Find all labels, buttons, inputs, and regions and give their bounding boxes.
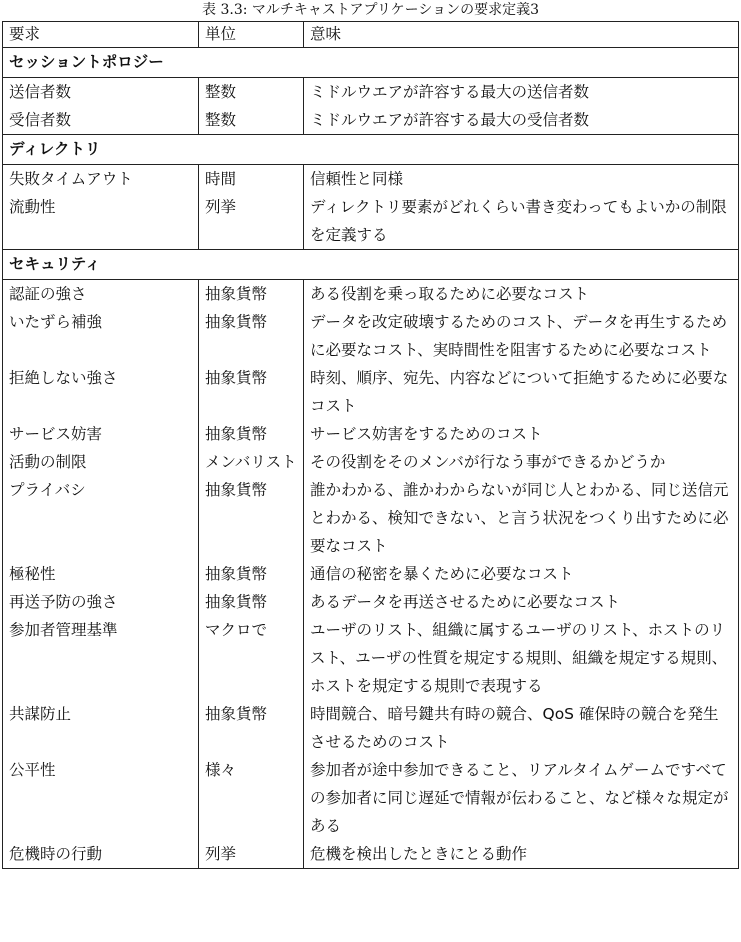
header-meaning: 意味 xyxy=(304,22,739,48)
unit-cell: メンバリスト xyxy=(199,448,304,476)
requirement-cell: 受信者数 xyxy=(3,106,199,135)
meaning-cell: ある役割を乗っ取るために必要なコスト xyxy=(304,280,739,309)
requirement-cell: 共謀防止 xyxy=(3,700,199,756)
requirement-cell: 参加者管理基準 xyxy=(3,616,199,700)
meaning-cell: 誰かわかる、誰かわからないが同じ人とわかる、同じ送信元とわかる、検知できない、と言う状況をつくり出すために必要なコスト xyxy=(304,476,739,560)
header-requirement: 要求 xyxy=(3,22,199,48)
meaning-cell: ユーザのリスト、組織に属するユーザのリスト、ホストのリスト、ユーザの性質を規定する規則、組織を規定する規則、ホストを規定する規則で表現する xyxy=(304,616,739,700)
unit-cell: 抽象貨幣 xyxy=(199,280,304,309)
meaning-cell: その役割をそのメンバが行なう事ができるかどうか xyxy=(304,448,739,476)
unit-cell: 整数 xyxy=(199,106,304,135)
requirement-cell: 失敗タイムアウト xyxy=(3,165,199,194)
requirement-cell: 拒絶しない強さ xyxy=(3,364,199,420)
requirement-cell: 認証の強さ xyxy=(3,280,199,309)
meaning-cell: 信頼性と同様 xyxy=(304,165,739,194)
unit-cell: 整数 xyxy=(199,78,304,107)
requirement-cell: 再送予防の強さ xyxy=(3,588,199,616)
table-row xyxy=(3,280,739,309)
section-title: セキュリティ xyxy=(3,250,739,280)
meaning-cell: ディレクトリ要素がどれくらい書き変わってもよいかの制限を定義する xyxy=(304,193,739,250)
requirement-cell: 流動性 xyxy=(3,193,199,250)
requirement-cell: プライバシ xyxy=(3,476,199,560)
section-title: セッショントポロジー xyxy=(3,48,739,78)
table-row xyxy=(3,448,739,476)
meaning-cell: あるデータを再送させるために必要なコスト xyxy=(304,588,739,616)
table-row xyxy=(3,756,739,840)
requirement-cell: 極秘性 xyxy=(3,560,199,588)
meaning-cell: 危機を検出したときにとる動作 xyxy=(304,840,739,869)
section-row xyxy=(3,135,739,165)
header-unit: 単位 xyxy=(199,22,304,48)
table-body xyxy=(3,22,739,869)
table-row xyxy=(3,840,739,869)
requirement-cell: 公平性 xyxy=(3,756,199,840)
section-row xyxy=(3,48,739,78)
table-row xyxy=(3,700,739,756)
unit-cell: 抽象貨幣 xyxy=(199,308,304,364)
meaning-cell: ミドルウエアが許容する最大の送信者数 xyxy=(304,78,739,107)
unit-cell: マクロで xyxy=(199,616,304,700)
meaning-cell: サービス妨害をするためのコスト xyxy=(304,420,739,448)
requirement-cell: 危機時の行動 xyxy=(3,840,199,869)
meaning-cell: ミドルウエアが許容する最大の受信者数 xyxy=(304,106,739,135)
table-row xyxy=(3,165,739,194)
requirement-cell: 活動の制限 xyxy=(3,448,199,476)
meaning-cell: 通信の秘密を暴くために必要なコスト xyxy=(304,560,739,588)
unit-cell: 様々 xyxy=(199,756,304,840)
unit-cell: 抽象貨幣 xyxy=(199,364,304,420)
table-row xyxy=(3,616,739,700)
unit-cell: 抽象貨幣 xyxy=(199,476,304,560)
table-row xyxy=(3,364,739,420)
requirements-table xyxy=(2,21,739,869)
requirement-cell: 送信者数 xyxy=(3,78,199,107)
meaning-cell: データを改定破壊するためのコスト、データを再生するために必要なコスト、実時間性を阻害するために必要なコスト xyxy=(304,308,739,364)
section-title: ディレクトリ xyxy=(3,135,739,165)
table-row xyxy=(3,476,739,560)
meaning-cell: 時刻、順序、宛先、内容などについて拒絶するために必要なコスト xyxy=(304,364,739,420)
table-row xyxy=(3,106,739,135)
unit-cell: 抽象貨幣 xyxy=(199,588,304,616)
meaning-cell: 参加者が途中参加できること、リアルタイムゲームですべての参加者に同じ遅延で情報が伝わること、など様々な規定がある xyxy=(304,756,739,840)
unit-cell: 列挙 xyxy=(199,193,304,250)
table-header-row xyxy=(3,22,739,48)
table-caption: 表 3.3: マルチキャストアプリケーションの要求定義3 xyxy=(202,2,539,18)
table-row xyxy=(3,420,739,448)
table-row xyxy=(3,588,739,616)
table-row xyxy=(3,560,739,588)
unit-cell: 抽象貨幣 xyxy=(199,560,304,588)
unit-cell: 抽象貨幣 xyxy=(199,420,304,448)
requirement-cell: サービス妨害 xyxy=(3,420,199,448)
requirement-cell: いたずら補強 xyxy=(3,308,199,364)
meaning-cell: 時間競合、暗号鍵共有時の競合、QoS 確保時の競合を発生させるためのコスト xyxy=(304,700,739,756)
table-row xyxy=(3,78,739,107)
unit-cell: 時間 xyxy=(199,165,304,194)
unit-cell: 抽象貨幣 xyxy=(199,700,304,756)
unit-cell: 列挙 xyxy=(199,840,304,869)
table-row xyxy=(3,193,739,250)
section-row xyxy=(3,250,739,280)
table-row xyxy=(3,308,739,364)
